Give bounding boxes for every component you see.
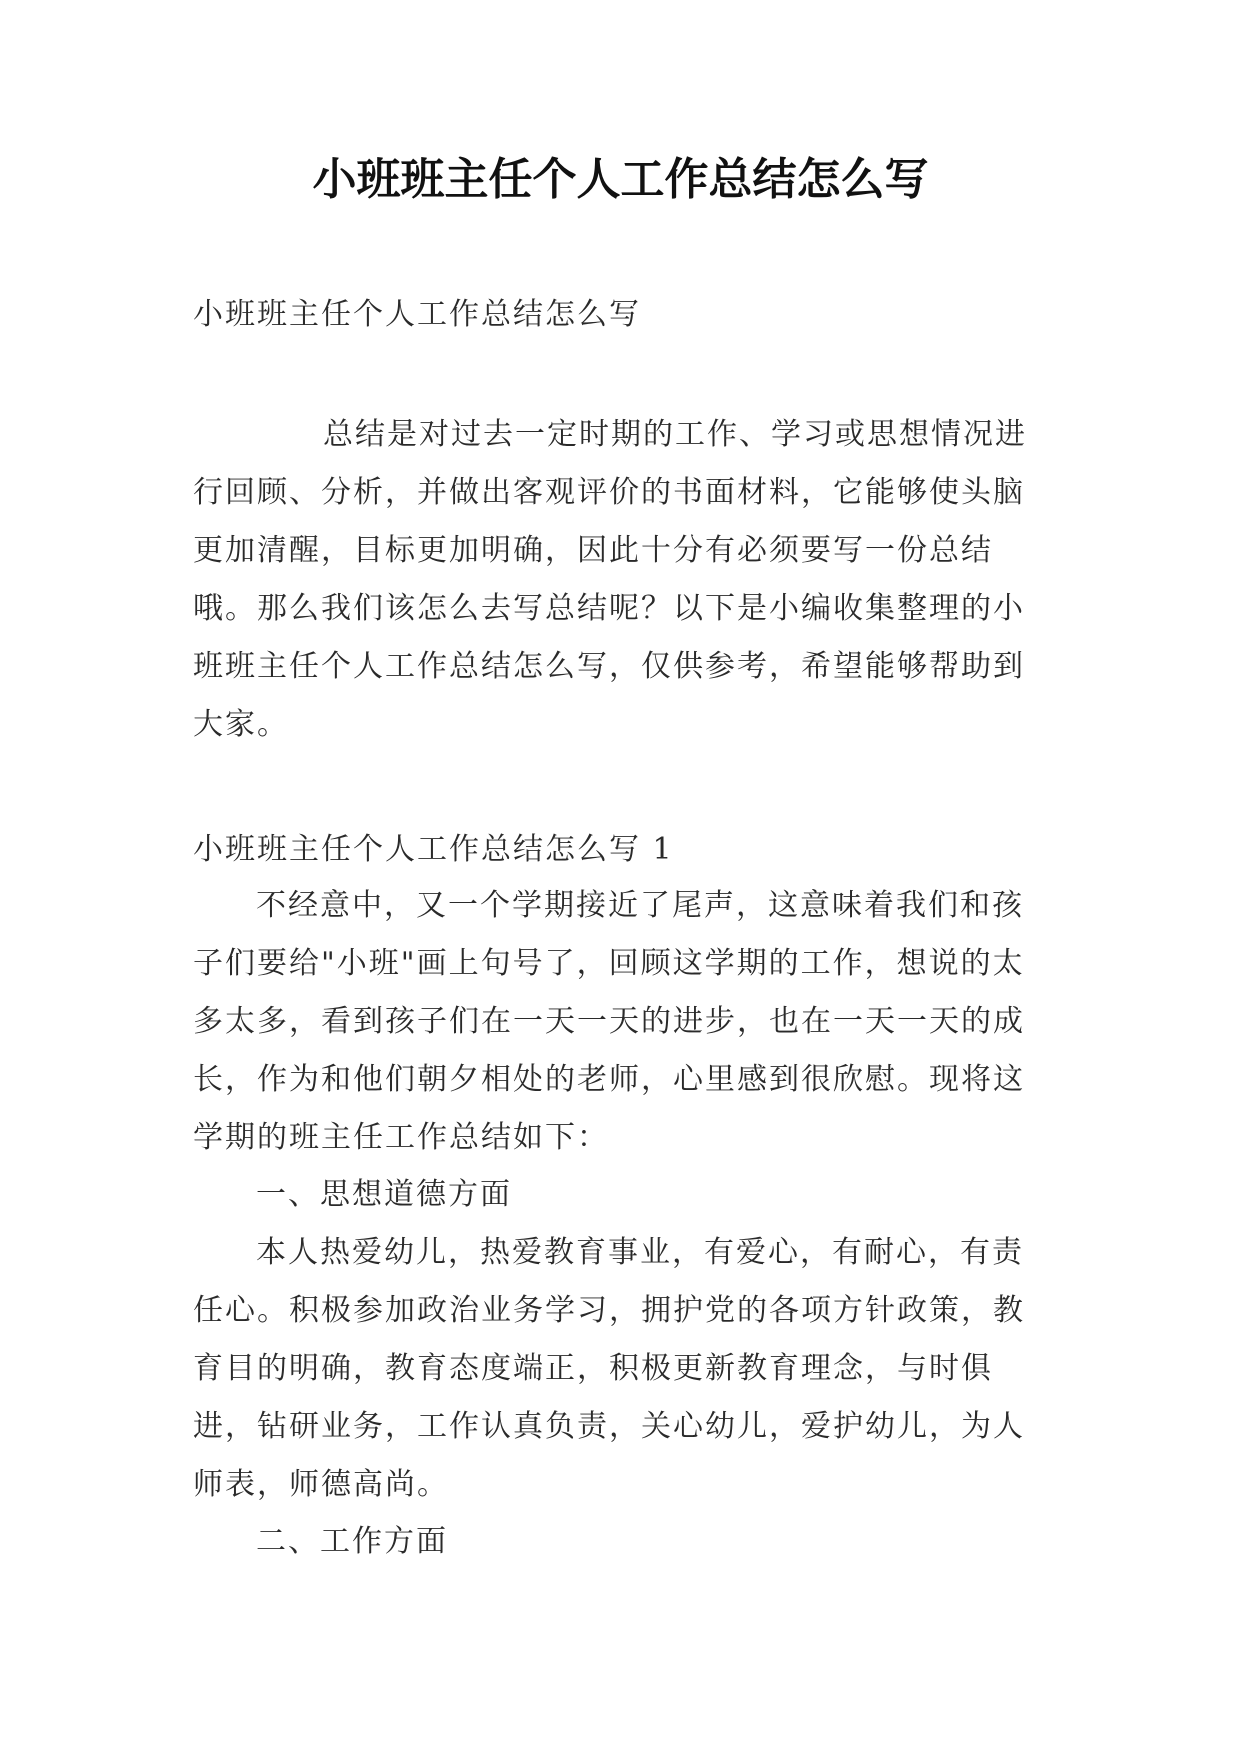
section-heading: 小班班主任个人工作总结怎么写 1 [193, 832, 674, 867]
subheading-ideology: 一、思想道德方面 [256, 1177, 512, 1212]
document-subtitle: 小班班主任个人工作总结怎么写 [193, 297, 641, 332]
document-title: 小班班主任个人工作总结怎么写 [312, 154, 929, 205]
intro-paragraph: 总结是对过去一定时期的工作、学习或思想情况进行回顾、分析，并做出客观评价的书面材料，它能够使头脑更加清醒，目标更加明确，因此十分有必须要写一份总结哦。那么我们该怎么去写总结呢？以下是小编收集整理的小班班主任个人工作总结怎么写，仅供参考，希望能够帮助到大家。 [193, 417, 1027, 742]
section-paragraph-2: 本人热爱幼儿，热爱教育事业，有爱心，有耐心，有责任心。积极参加政治业务学习，拥护党的各项方针政策，教育目的明确，教育态度端正，积极更新教育理念，与时俱进，钻研业务，工作认真负责，关心幼儿，爱护幼儿，为人师表，师德高尚。 [193, 1235, 1025, 1502]
subheading-work: 二、工作方面 [256, 1524, 448, 1559]
section-paragraph-1: 不经意中，又一个学期接近了尾声，这意味着我们和孩子们要给"小班"画上句号了，回顾这学期的工作，想说的太多太多，看到孩子们在一天一天的进步，也在一天一天的成长，作为和他们朝夕相处的老师，心里感到很欣慰。现将这学期的班主任工作总结如下： [193, 888, 1025, 1155]
